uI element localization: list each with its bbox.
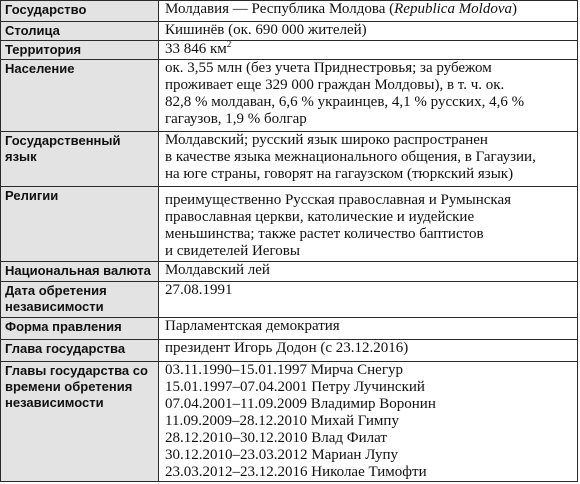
value-line: гагаузов, 1,9 % болгар	[165, 111, 307, 127]
value-text: Молдавия — Республика Молдова (	[165, 1, 395, 17]
label-line: независимости	[5, 395, 104, 410]
table-row	[1, 132, 578, 187]
row-label	[1, 282, 159, 318]
value-italic-text: Republica Moldova	[394, 1, 513, 17]
row-value	[159, 60, 578, 132]
row-label: Глава государства	[1, 340, 159, 362]
leader-entry: 07.04.2001–11.09.2009 Владимир Воронин	[165, 396, 436, 412]
row-value	[159, 1, 578, 22]
row-label: Государство	[1, 1, 159, 22]
row-label: Население	[1, 60, 159, 132]
label-line: Главы государства со	[5, 363, 148, 378]
table-row	[1, 187, 578, 262]
row-value: президент Игорь Додон (с 23.12.2016)	[159, 340, 578, 362]
leader-entry: 23.03.2012–23.12.2016 Николае Тимофти	[165, 464, 427, 480]
row-value: Парламентская демократия	[159, 318, 578, 340]
row-value	[159, 362, 578, 482]
row-value: 27.08.1991	[159, 282, 578, 318]
row-label: Национальная валюта	[1, 262, 159, 282]
table-row	[1, 340, 578, 362]
table-row	[1, 262, 578, 282]
row-value	[159, 132, 578, 187]
table-row	[1, 362, 578, 482]
leader-entry: 11.09.2009–28.12.2010 Михай Гимпу	[165, 413, 399, 429]
label-line: Дата обретения	[5, 283, 107, 298]
value-line: православная церкви, католические и иудейские	[165, 209, 475, 225]
leader-entry: 15.01.1997–07.04.2001 Петру Лучинский	[165, 379, 425, 395]
table-row	[1, 22, 578, 41]
value-line: преимущественно Русская православная и Румынская	[165, 192, 512, 208]
row-value	[159, 187, 578, 262]
leader-entry: 03.11.1990–15.01.1997 Мирча Снегур	[165, 362, 403, 378]
table-row	[1, 318, 578, 340]
row-label: Форма правления	[1, 318, 159, 340]
table-row	[1, 41, 578, 60]
value-line: и свидетелей Иеговы	[165, 243, 300, 259]
label-line: времени обретения	[5, 379, 133, 394]
row-label	[1, 362, 159, 482]
value-line: на юге страны, говорят на гагаузском (тюркский язык)	[165, 166, 514, 182]
row-label: Государственный язык	[1, 132, 159, 187]
row-value	[159, 41, 578, 60]
table-row	[1, 282, 578, 318]
leader-entry: 30.12.2010–23.03.2012 Мариан Лупу	[165, 447, 399, 463]
value-line: проживает еще 329 000 граждан Молдовы), в т. ч. ок.	[165, 77, 505, 93]
label-line: независимости	[5, 299, 104, 314]
value-line: 82,8 % молдаван, 6,6 % украинцев, 4,1 % русских, 4,6 %	[165, 94, 525, 110]
leader-entry: 28.12.2010–30.12.2010 Влад Филат	[165, 430, 387, 446]
value-line: в качестве языка межнационального общения, в Гагаузии,	[165, 149, 536, 165]
superscript: 2	[226, 39, 232, 49]
value-line: меньшинства; также растет количество баптистов	[165, 226, 484, 242]
row-value: Молдавский лей	[159, 262, 578, 282]
value-line: Молдавский; русский язык широко распространен	[165, 132, 488, 148]
row-label: Религии	[1, 187, 159, 262]
table-row	[1, 60, 578, 132]
value-line: ок. 3,55 млн (без учета Приднестровья; за рубежом	[165, 60, 492, 76]
value-text-end: )	[512, 1, 518, 17]
table-row	[1, 1, 578, 22]
row-label: Территория	[1, 41, 159, 60]
row-value: Кишинёв (ок. 690 000 жителей)	[159, 22, 578, 41]
value-text: 33 846 км	[165, 41, 227, 57]
row-label: Столица	[1, 22, 159, 41]
